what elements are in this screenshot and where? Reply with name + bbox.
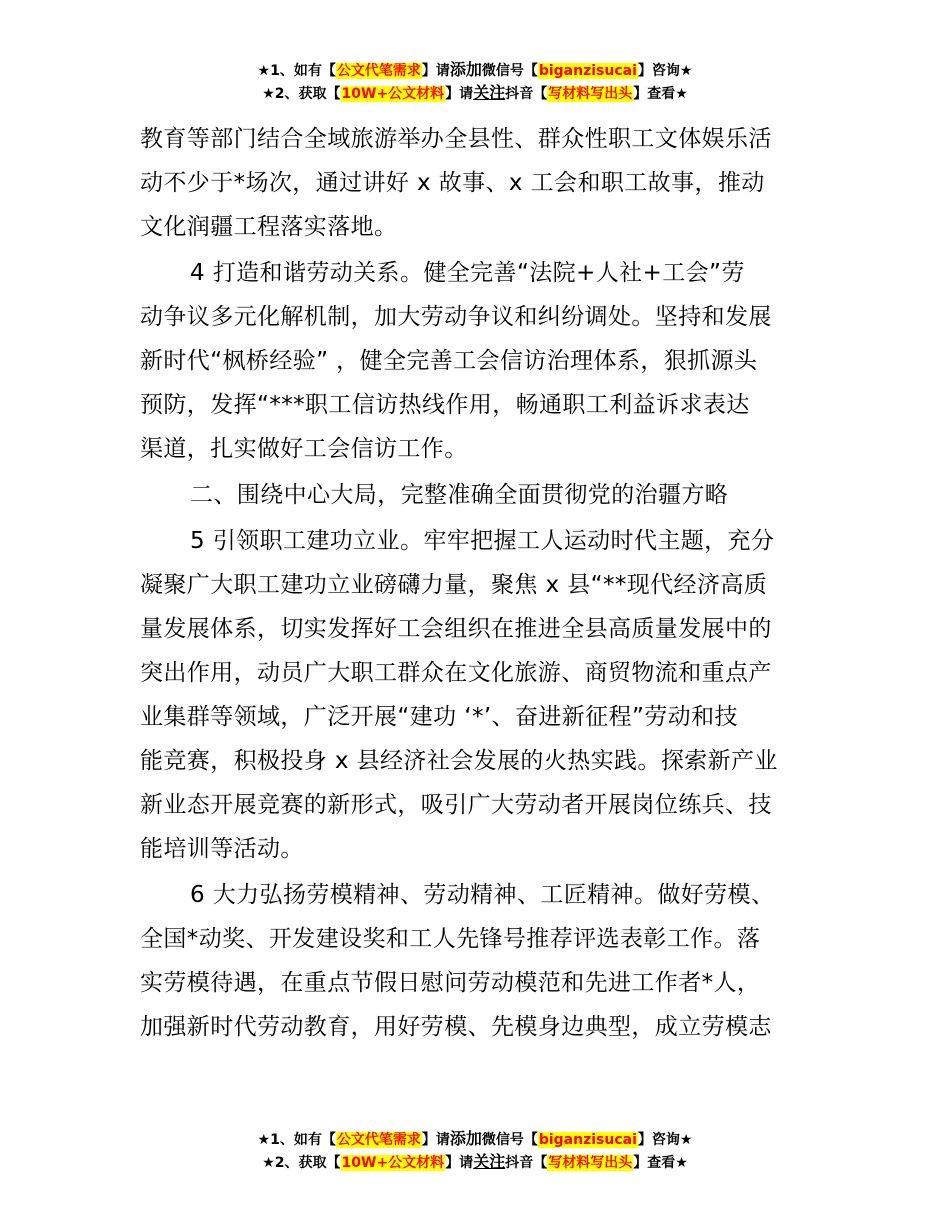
- banner-text: 抖音【: [505, 86, 548, 102]
- text-line: 新业态开展竞赛的新形式，吸引广大劳动者开展岗位练兵、技: [140, 792, 772, 818]
- text-line: 能竞赛，积极投身 x 县经济社会发展的火热实践。探索新产业: [140, 748, 778, 774]
- banner-text: ★1、如有【: [257, 1132, 336, 1148]
- banner-emphasis: 关注: [473, 83, 506, 102]
- banner-emphasis: 添加: [449, 60, 482, 79]
- highlight-douyin-id: 写材料写出头: [548, 1155, 633, 1171]
- banner-text: 微信号【: [481, 1132, 538, 1148]
- text-line: 量发展体系，切实发挥好工会组织在推进全县高质量发展中的: [140, 616, 772, 642]
- text-line: 全国*动奖、开发建设奖和工人先锋号推荐评选表彰工作。落: [140, 926, 761, 952]
- text-line: 突出作用，动员广大职工群众在文化旅游、商贸物流和重点产: [140, 660, 772, 686]
- text-line: 4 打造和谐劳动关系。健全完善“法院+人社+工会”劳: [190, 260, 745, 286]
- banner-text: 】咨询★: [637, 63, 693, 79]
- banner-text: 】咨询★: [637, 1132, 693, 1148]
- text-line: 文化润疆工程落实落地。: [140, 214, 398, 240]
- text-line: 凝聚广大职工建功立业磅礴力量，聚焦 x 县“**现代经济高质: [140, 572, 768, 598]
- text-line: 5 引领职工建功立业。牢牢把握工人运动时代主题，充分: [190, 528, 775, 554]
- highlight-service: 公文代笔需求: [336, 63, 421, 79]
- text-line: 动争议多元化解机制，加大劳动争议和纠纷调处。坚持和发展: [140, 304, 772, 330]
- highlight-wechat-id: biganzisucai: [538, 1132, 637, 1148]
- paragraph-culture: [140, 117, 812, 249]
- text-line: 6 大力弘扬劳模精神、劳动精神、工匠精神。做好劳模、: [190, 882, 775, 908]
- banner-text: 抖音【: [505, 1155, 548, 1171]
- banner-text: 】查看★: [633, 1155, 688, 1171]
- banner-line-1: [0, 59, 950, 82]
- banner-line-1: [0, 1128, 950, 1151]
- highlight-service: 公文代笔需求: [336, 1132, 421, 1148]
- banner-text: 】请: [445, 1155, 474, 1171]
- banner-text: 】查看★: [633, 86, 688, 102]
- text-line: 教育等部门结合全域旅游举办全县性、群众性职工文体娱乐活: [140, 126, 772, 152]
- banner-text: 】请: [421, 63, 450, 79]
- banner-line-2: [0, 1151, 950, 1174]
- paragraph-labor-relations: [140, 251, 812, 471]
- highlight-materials: 10W+公文材料: [341, 86, 445, 102]
- banner-text: ★2、获取【: [262, 1155, 341, 1171]
- banner-emphasis: 添加: [449, 1129, 482, 1148]
- highlight-materials: 10W+公文材料: [341, 1155, 445, 1171]
- text-line: 实劳模待遇，在重点节假日慰问劳动模范和先进工作者*人，: [140, 970, 761, 996]
- document-body: [140, 117, 812, 1049]
- text-line: 二、围绕中心大局，完整准确全面贯彻党的治疆方略: [190, 482, 729, 508]
- footer-banner: [0, 1128, 950, 1174]
- text-line: 能培训等活动。: [140, 836, 304, 862]
- text-line: 加强新时代劳动教育，用好劳模、先模身边典型，成立劳模志: [140, 1014, 772, 1040]
- banner-text: 】请: [445, 86, 474, 102]
- highlight-douyin-id: 写材料写出头: [548, 86, 633, 102]
- banner-emphasis: 关注: [473, 1152, 506, 1171]
- banner-text: ★1、如有【: [257, 63, 336, 79]
- section-heading-2: [140, 473, 812, 517]
- text-line: 预防，发挥“***职工信访热线作用，畅通职工利益诉求表达: [140, 392, 750, 418]
- text-line: 业集群等领域，广泛开展“建功 ‘*’、奋进新征程”劳动和技: [140, 704, 738, 730]
- banner-text: ★2、获取【: [262, 86, 341, 102]
- paragraph-model-workers: [140, 873, 812, 1049]
- highlight-wechat-id: biganzisucai: [538, 63, 637, 79]
- header-banner: [0, 59, 950, 105]
- banner-text: 微信号【: [481, 63, 538, 79]
- text-line: 动不少于*场次，通过讲好 x 故事、x 工会和职工故事，推动: [140, 170, 765, 196]
- text-line: 渠道，扎实做好工会信访工作。: [140, 436, 468, 462]
- text-line: 新时代“枫桥经验” ，健全完善工会信访治理体系，狠抓源头: [140, 348, 758, 374]
- banner-text: 】请: [421, 1132, 450, 1148]
- banner-line-2: [0, 82, 950, 105]
- paragraph-achievements: [140, 519, 812, 871]
